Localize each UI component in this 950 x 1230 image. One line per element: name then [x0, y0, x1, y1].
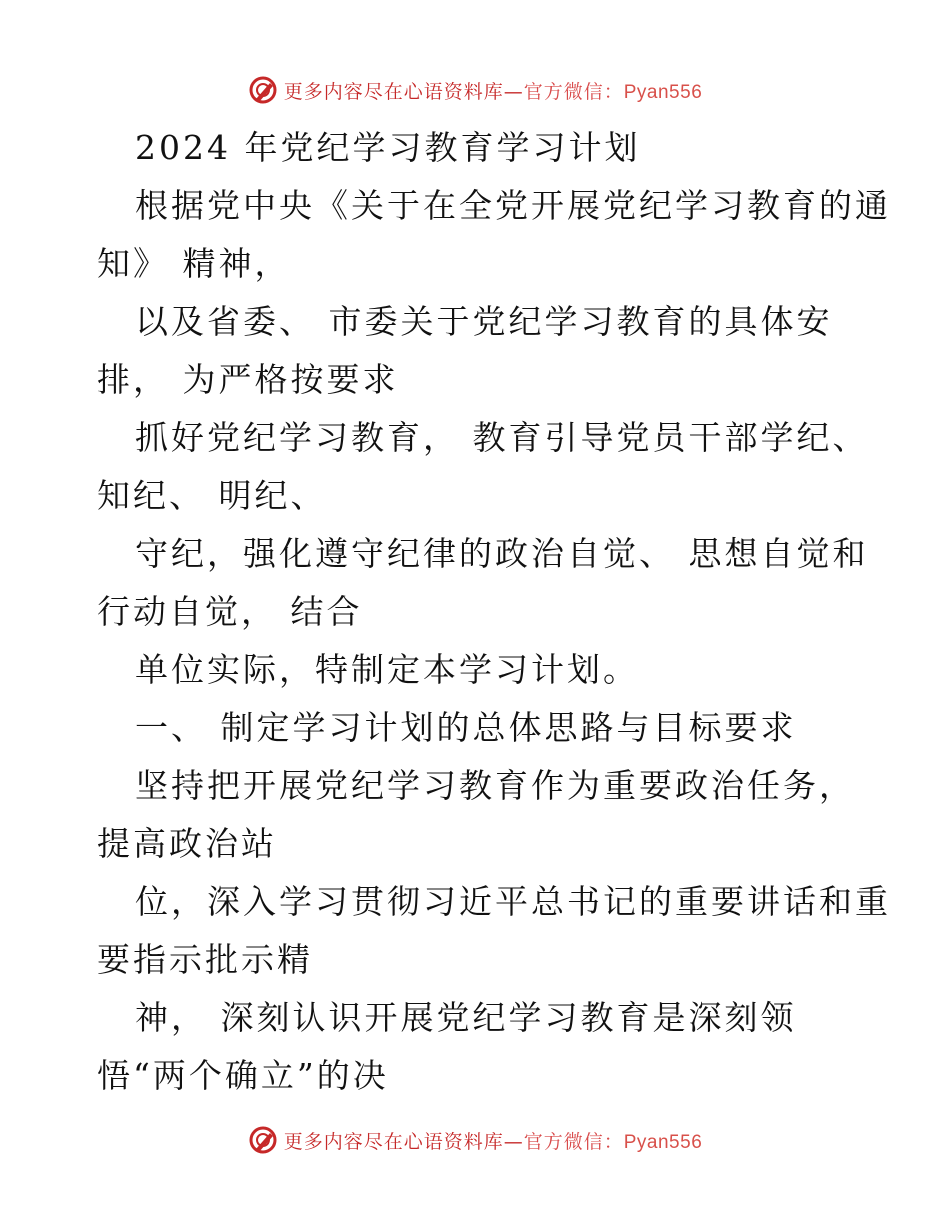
- watermark-brand: 更多内容尽在心语资料库: [283, 80, 504, 103]
- document-line: 单位实际，特制定本学习计划。: [135, 650, 639, 689]
- document-line: 知纪、 明纪、: [97, 476, 327, 515]
- document-line: 要指示批示精: [97, 940, 313, 979]
- pen-logo-icon: [248, 75, 278, 105]
- watermark-official: 官方微信：: [523, 80, 624, 103]
- document-line: 排， 为严格按要求: [97, 360, 399, 399]
- footer-watermark: [0, 1120, 950, 1160]
- document-line: 提高政治站: [97, 824, 277, 863]
- header-watermark: [0, 70, 950, 110]
- document-line: 悟“两个确立”的决: [97, 1056, 389, 1095]
- watermark-wechat-id: Pyan556: [623, 1131, 703, 1153]
- watermark-text: [284, 1127, 703, 1154]
- document-line: 坚持把开展党纪学习教育作为重要政治任务，: [135, 766, 855, 805]
- watermark-wechat-id: Pyan556: [623, 81, 703, 103]
- watermark-text: [284, 77, 703, 104]
- document-line: 抓好党纪学习教育， 教育引导党员干部学纪、: [135, 418, 869, 457]
- watermark-official: 官方微信：: [523, 1130, 624, 1153]
- watermark-dash: —: [503, 1130, 524, 1153]
- document-line: 神， 深刻认识开展党纪学习教育是深刻领: [135, 998, 797, 1037]
- watermark-brand: 更多内容尽在心语资料库: [283, 1130, 504, 1153]
- document-line: 知》 精神，: [97, 244, 291, 283]
- document-line: 以及省委、 市委关于党纪学习教育的具体安: [135, 302, 833, 341]
- watermark-dash: —: [503, 80, 524, 103]
- document-title: 2024 年党纪学习教育学习计划: [135, 128, 641, 167]
- document-line: 位，深入学习贯彻习近平总书记的重要讲话和重: [135, 882, 891, 921]
- pen-logo-icon: [248, 1125, 278, 1155]
- section-heading: 一、 制定学习计划的总体思路与目标要求: [135, 708, 797, 747]
- document-line: 守纪，强化遵守纪律的政治自觉、 思想自觉和: [135, 534, 869, 573]
- document-line: 行动自觉， 结合: [97, 592, 363, 631]
- document-line: 根据党中央《关于在全党开展党纪学习教育的通: [135, 186, 891, 225]
